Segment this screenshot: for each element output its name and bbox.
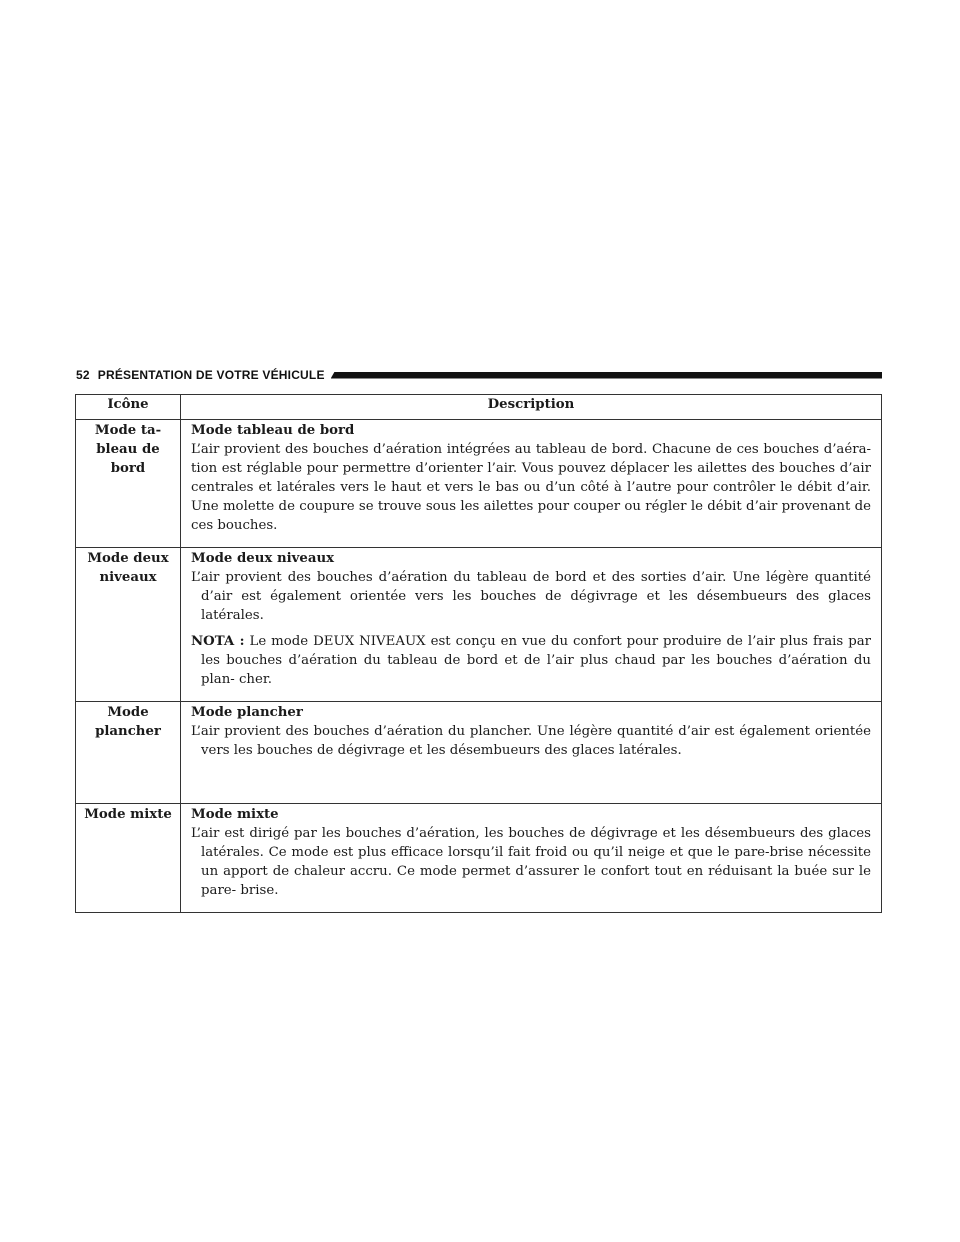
icon-cell: Mode deux niveaux xyxy=(76,548,181,702)
mode-title: Mode deux niveaux xyxy=(191,551,335,566)
mode-description: L’air provient des bouches d’aération du plancher. Une légère quantité d’air est également orientée vers les bouches de dégivrage et les désembueurs des glaces latérales. xyxy=(191,724,871,758)
mode-title: Mode mixte xyxy=(191,807,279,822)
section-title: PRÉSENTATION DE VOTRE VÉHICULE xyxy=(97,368,325,382)
ventilation-modes-table xyxy=(75,394,882,913)
icon-cell: Mode plancher xyxy=(76,702,181,804)
column-header-description: Description xyxy=(181,395,882,420)
mode-description: L’air provient des bouches d’aération du tableau de bord et des sorties d’air. Une légère quantité d’air est également orientée vers les bouches de dégivrage et les désembueurs des glaces latérales. xyxy=(191,570,871,623)
table-row xyxy=(76,420,882,548)
column-header-icon: Icône xyxy=(76,395,181,420)
mode-description: L’air provient des bouches d’aération intégrées au tableau de bord. Chacune de ces bouches d’aéra- tion est réglable pour permettre d’orienter l’air. Vous pouvez déplacer les ailettes des bouches d’air centrales et latérales vers le haut et vers le bas ou d’un côté à l’autre pour contrôler le débit d’air. Une molette de coupure se trouve sous les ailettes pour couper ou régler le débit d’air provenant de ces bouches. xyxy=(191,442,871,533)
mode-title: Mode plancher xyxy=(191,705,303,720)
table-row xyxy=(76,702,882,804)
header-rule xyxy=(331,372,882,379)
table-row xyxy=(76,804,882,913)
table-header-row xyxy=(76,395,882,420)
icon-cell: Mode mixte xyxy=(76,804,181,913)
page-header xyxy=(76,366,882,384)
icon-cell: Mode ta- bleau de bord xyxy=(76,420,181,548)
note-label: NOTA : xyxy=(191,634,245,649)
mode-title: Mode tableau de bord xyxy=(191,423,355,438)
description-cell xyxy=(181,702,882,804)
description-cell xyxy=(181,548,882,702)
description-cell xyxy=(181,804,882,913)
note-text: Le mode DEUX NIVEAUX est conçu en vue du confort pour produire de l’air plus frais par les bouches d’aération du tableau de bord et de l’air plus chaud par les bouches d’aération du plan- cher. xyxy=(201,634,871,687)
note xyxy=(191,632,871,689)
page-number: 52 xyxy=(76,368,90,382)
description-cell xyxy=(181,420,882,548)
mode-description: L’air est dirigé par les bouches d’aération, les bouches de dégivrage et les désembueurs des glaces latérales. Ce mode est plus efficace lorsqu’il fait froid ou qu’il neige et que le pare-brise nécessite un apport de chaleur accru. Ce mode permet d’assurer le confort tout en réduisant la buée sur le pare- brise. xyxy=(191,826,871,898)
table-row xyxy=(76,548,882,702)
